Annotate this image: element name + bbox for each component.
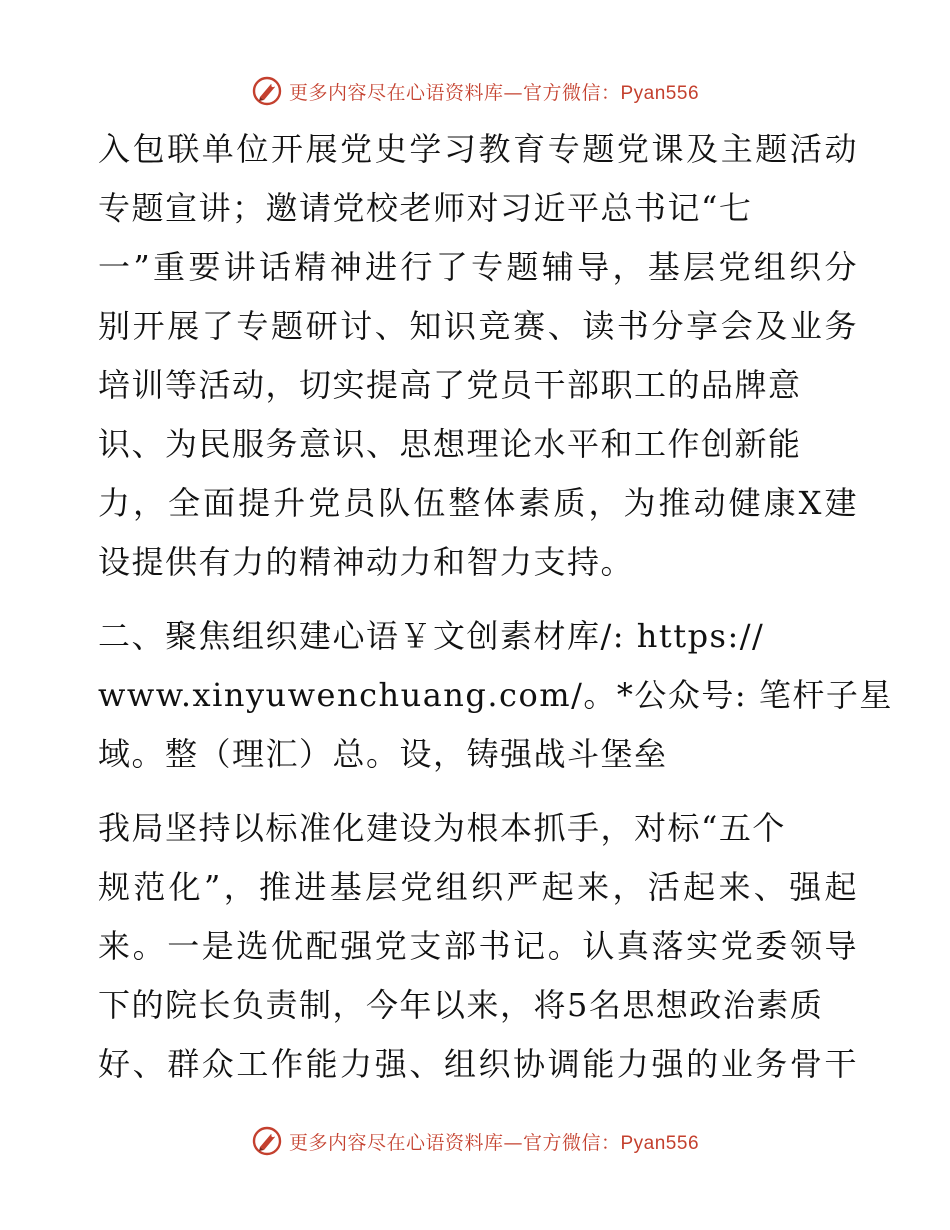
text-line: 别开展了专题研讨、知识竞赛、读书分享会及业务 bbox=[98, 307, 858, 345]
top-banner bbox=[0, 71, 950, 111]
document-body bbox=[98, 120, 893, 1094]
text-line: 下的院长负责制，今年以来，将5名思想政治素质 bbox=[98, 986, 824, 1024]
paragraph-gap bbox=[98, 784, 858, 799]
banner-label: 更多内容尽在心语资料库—官方微信： bbox=[288, 1131, 621, 1154]
text-line: 识、为民服务意识、思想理论水平和工作创新能 bbox=[98, 425, 802, 463]
banner-wechat-id: Pyan556 bbox=[620, 82, 700, 104]
section-heading-line: www.xinyuwenchuang.com/。*公众号: 笔杆子星 bbox=[98, 676, 893, 714]
text-line: 来。一是选优配强党支部书记。认真落实党委领导 bbox=[98, 927, 858, 965]
text-line: 规范化”，推进基层党组织严起来，活起来、强起 bbox=[98, 868, 858, 906]
banner-text bbox=[289, 1128, 699, 1155]
pen-logo-icon bbox=[251, 1125, 283, 1157]
text-line: 培训等活动，切实提高了党员干部职工的品牌意 bbox=[98, 366, 802, 404]
text-line: 好、群众工作能力强、组织协调能力强的业务骨干 bbox=[98, 1045, 858, 1083]
banner-wechat-id: Pyan556 bbox=[620, 1132, 700, 1154]
banner-text bbox=[289, 78, 699, 105]
section-heading-line: 二、聚焦组织建心语￥文创素材库/: https:// bbox=[98, 617, 765, 655]
text-line: 一”重要讲话精神进行了专题辅导，基层党组织分 bbox=[98, 248, 858, 286]
banner-label: 更多内容尽在心语资料库—官方微信： bbox=[288, 81, 621, 104]
text-line: 我局坚持以标准化建设为根本抓手，对标“五个 bbox=[98, 809, 786, 847]
text-line: 专题宣讲；邀请党校老师对习近平总书记“七 bbox=[98, 189, 753, 227]
bottom-banner bbox=[0, 1121, 950, 1161]
text-line: 设提供有力的精神动力和智力支持。 bbox=[98, 543, 635, 581]
text-line: 入包联单位开展党史学习教育专题党课及主题活动 bbox=[98, 130, 858, 168]
paragraph-gap bbox=[98, 592, 858, 607]
pen-logo-icon bbox=[251, 75, 283, 107]
text-line: 力，全面提升党员队伍整体素质，为推动健康X建 bbox=[98, 484, 858, 522]
section-heading-line: 域。整（理汇）总。设，铸强战斗堡垒 bbox=[98, 735, 668, 773]
